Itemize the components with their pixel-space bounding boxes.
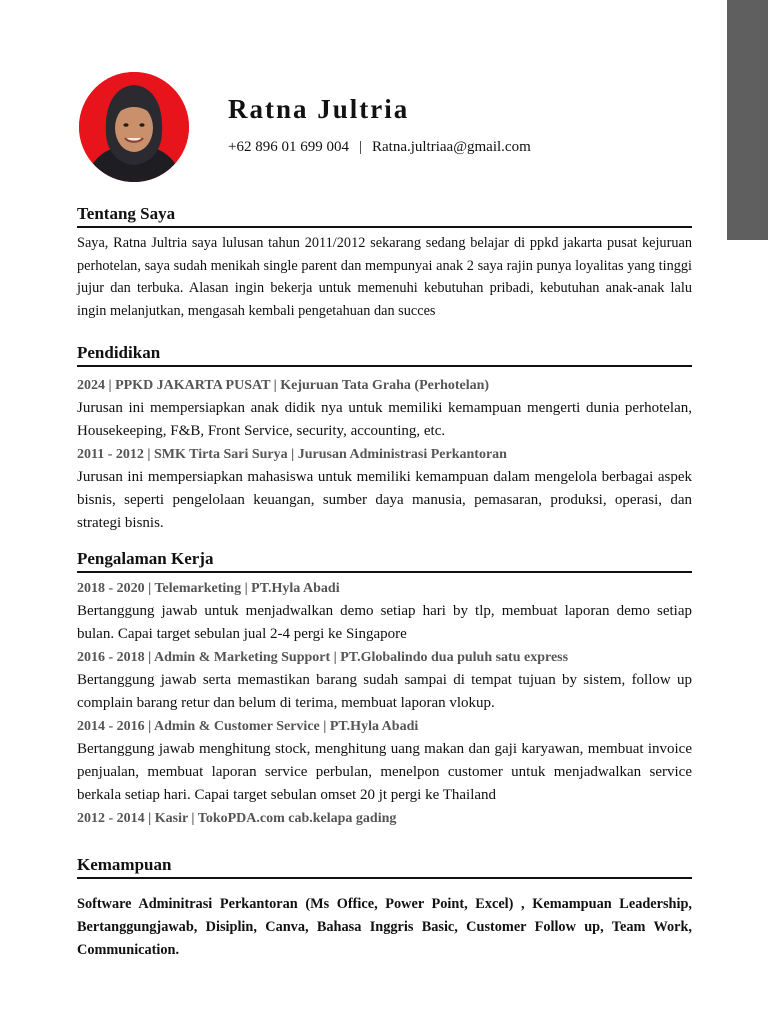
education-list	[77, 374, 692, 535]
experience-heading: 2014 - 2016 | Admin & Customer Service | PT.Hyla Abadi	[77, 719, 419, 734]
section-title-about: Tentang Saya	[77, 204, 692, 228]
section-title-experience: Pengalaman Kerja	[77, 549, 692, 573]
section-title-education: Pendidikan	[77, 343, 692, 367]
education-heading: 2024 | PPKD JAKARTA PUSAT | Kejuruan Tata Graha (Perhotelan)	[77, 378, 490, 393]
phone-number: +62 896 01 699 004	[228, 139, 349, 155]
education-description: Jurusan ini mempersiapkan anak didik nya untuk memiliki kemampuan mengerti dunia perhotelan, Housekeeping, F&B, Front Service, security, accounting, etc.	[77, 400, 692, 439]
section-title-skills: Kemampuan	[77, 855, 692, 879]
section-education	[77, 343, 692, 535]
scrollbar-thumb[interactable]	[727, 0, 768, 240]
candidate-name: Ratna Jultria	[228, 94, 410, 124]
experience-description: Bertanggung jawab menghitung stock, menghitung uang makan dan gaji karyawan, membuat invoice penjualan, membuat laporan service perbulan, menelpon customer untuk menjadwalkan service berkala setiap hari. Capai target sebulan omset 20 jt pergi ke Thailand	[77, 741, 692, 803]
contact-line	[228, 139, 531, 156]
experience-description: Bertanggung jawab serta memastikan barang sudah sampai di tempat tujuan by sistem, follow up complain barang retur dan belum di terima, membuat laporan vlokup.	[77, 672, 692, 711]
education-description: Jurusan ini mempersiapkan mahasiswa untuk memiliki kemampuan dalam mengelola berbagai aspek bisnis, seperti pengelolaan keuangan, sumber daya manusia, pemasaran, produksi, operasi, dan strategi bisnis.	[77, 469, 692, 531]
section-experience	[77, 549, 692, 830]
experience-description: Bertanggung jawab untuk menjadwalkan demo setiap hari by tlp, membuat laporan demo setiap bulan. Capai target sebulan jual 2-4 pergi ke Singapore	[77, 603, 692, 642]
section-skills	[77, 855, 692, 962]
contact-separator: |	[358, 139, 362, 155]
about-text: Saya, Ratna Jultria saya lulusan tahun 2011/2012 sekarang sedang belajar di ppkd jakarta pusat kejuruan perhotelan, saya sudah menikah single parent dan mempunyai anak 2 saya rajin punya loyalitas yang tinggi jujur dan terbuka. Alasan ingin bekerja untuk memenuhi kebutuhan pribadi, kebutuhan anak-anak lalu ingin melanjutkan, mengasah kembali pengetahuan dan succes	[77, 235, 692, 319]
profile-photo	[79, 72, 189, 182]
skills-text: Software Adminitrasi Perkantoran (Ms Office, Power Point, Excel) , Kemampuan Leadership, Bertanggungjawab, Disiplin, Canva, Bahasa Inggris Basic, Customer Follow up, Team Work, Communication.	[77, 896, 692, 958]
education-heading: 2011 - 2012 | SMK Tirta Sari Surya | Jurusan Administrasi Perkantoran	[77, 447, 507, 462]
experience-heading: 2018 - 2020 | Telemarketing | PT.Hyla Abadi	[77, 581, 340, 596]
person-avatar-icon	[79, 72, 189, 182]
email-address: Ratna.jultriaa@gmail.com	[371, 139, 531, 155]
section-about	[77, 204, 692, 322]
experience-heading: 2016 - 2018 | Admin & Marketing Support | PT.Globalindo dua puluh satu express	[77, 650, 569, 665]
experience-list	[77, 577, 692, 830]
experience-heading: 2012 - 2014 | Kasir | TokoPDA.com cab.kelapa gading	[77, 811, 397, 826]
